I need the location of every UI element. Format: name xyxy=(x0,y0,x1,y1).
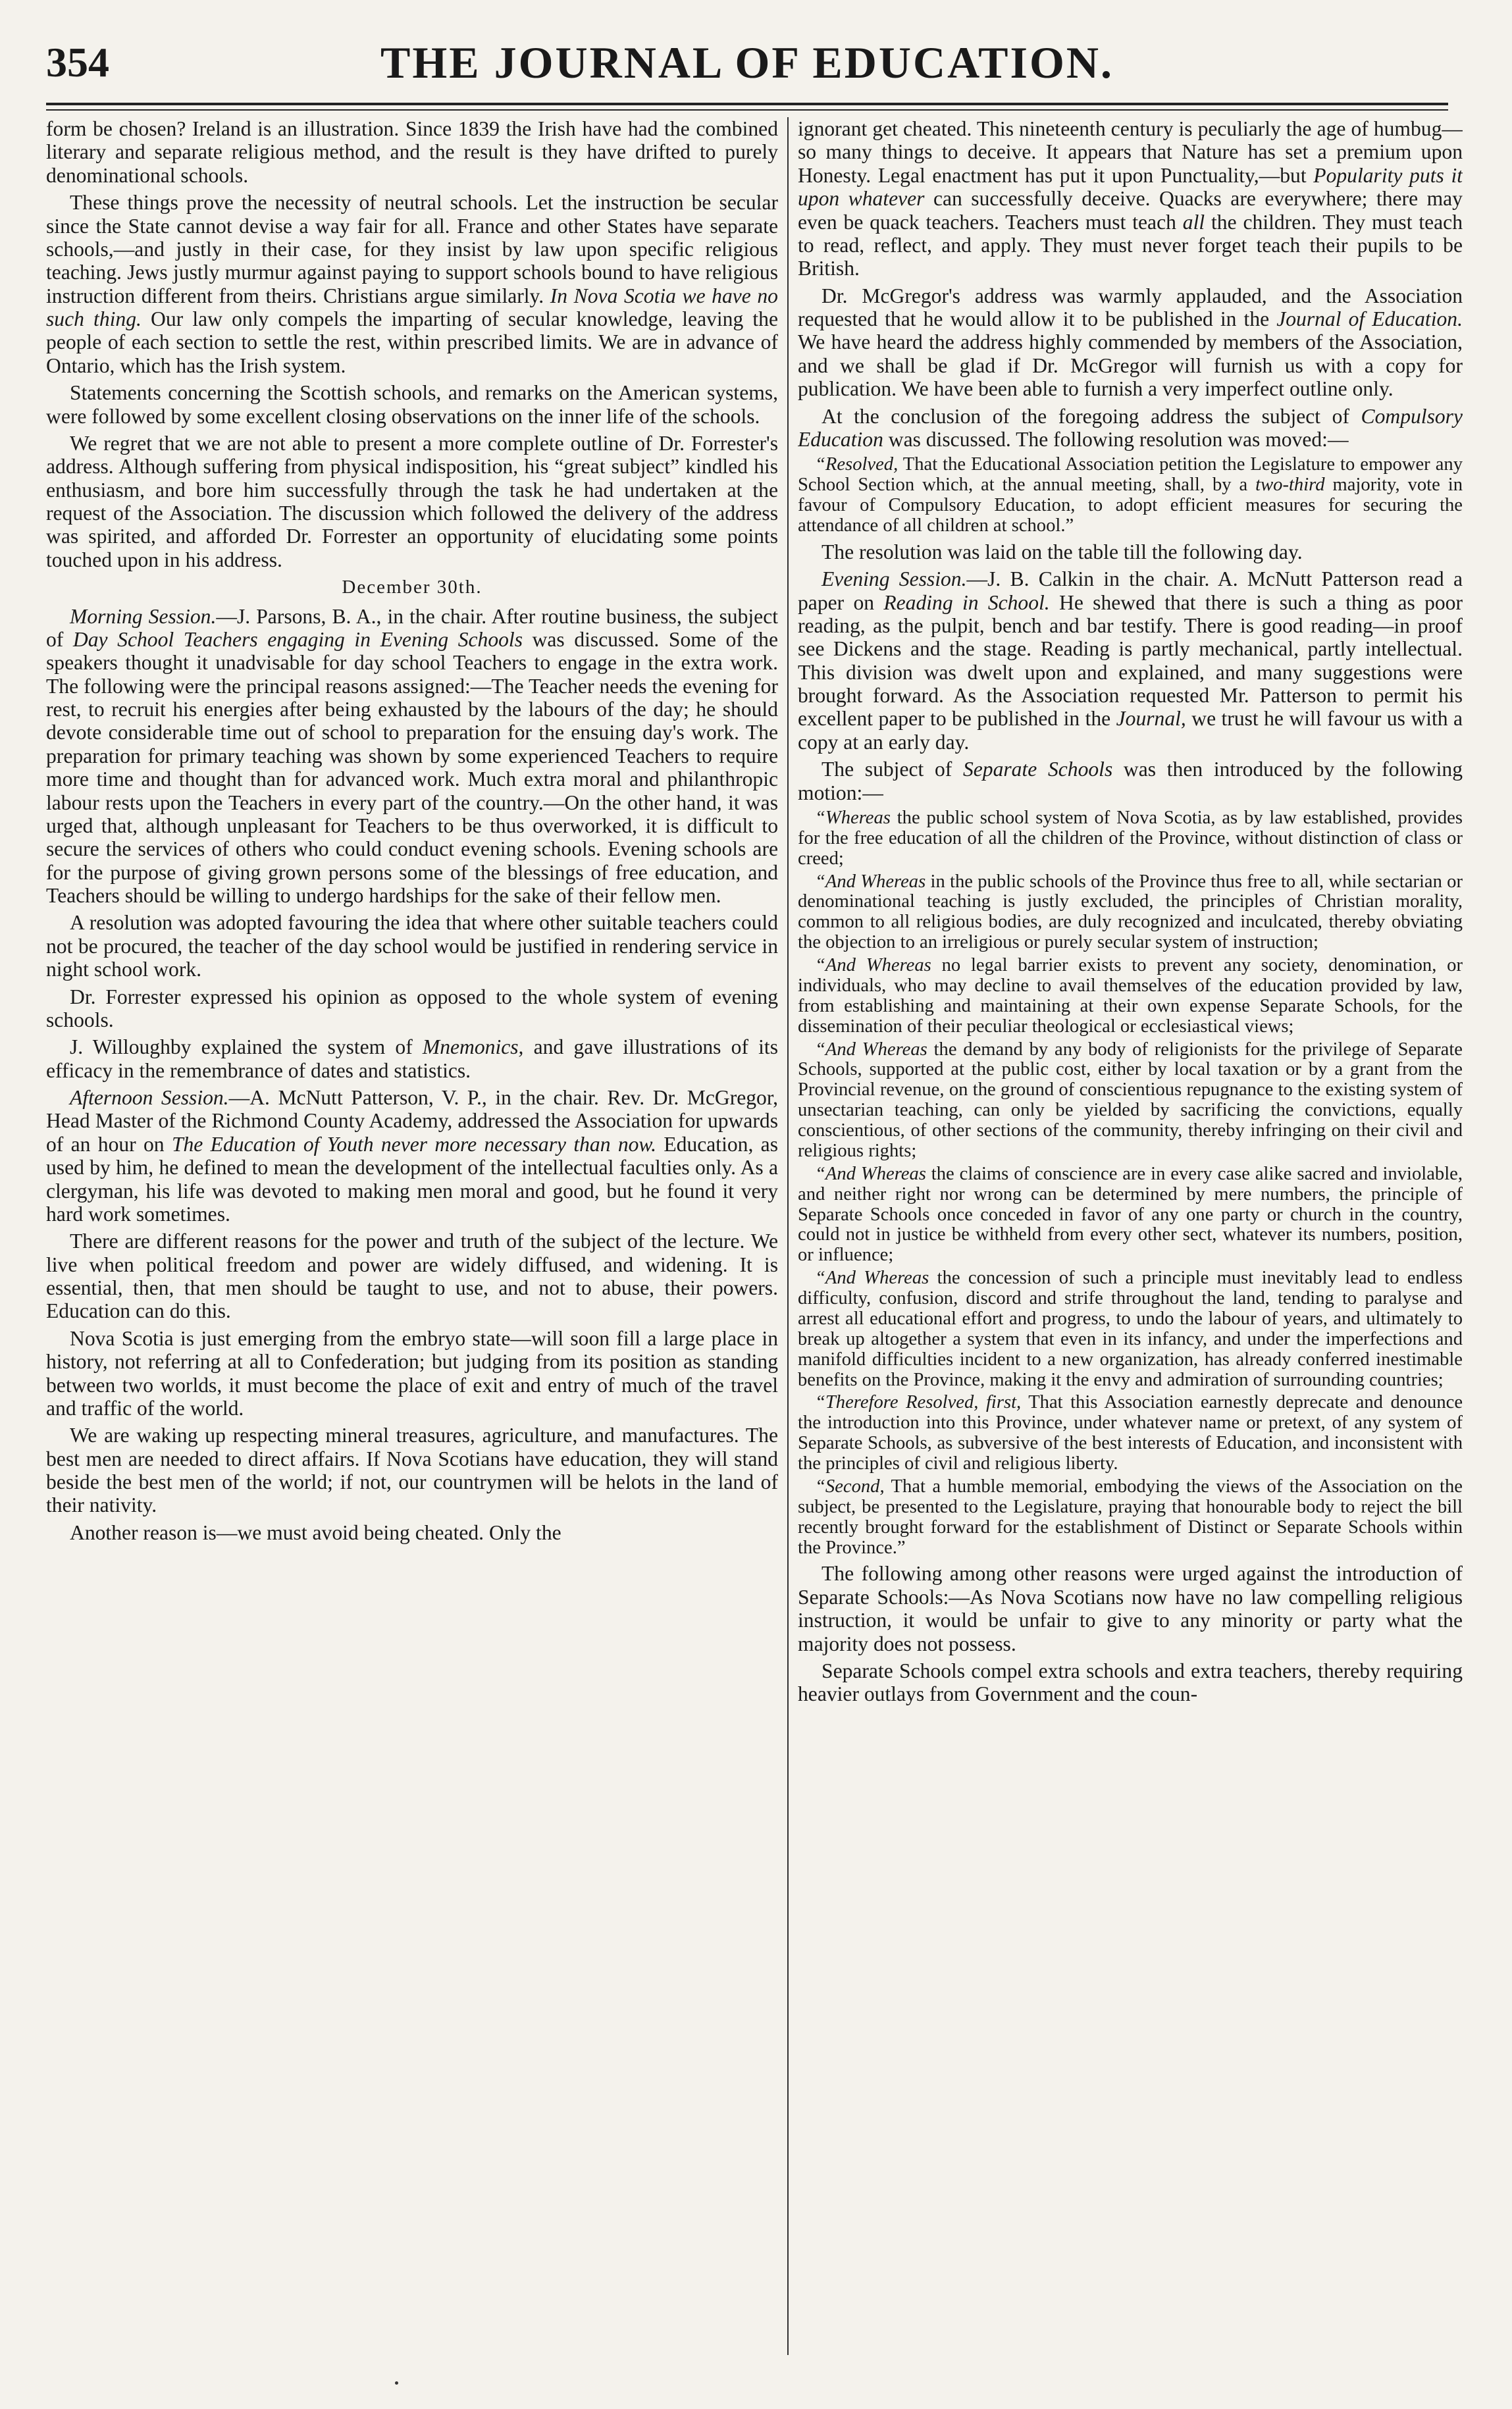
whereas-clause: “Whereas the public school system of Nova Scotia, as by law established, provides for the free education of all the children of the Province, without distinction of class or creed; xyxy=(798,807,1463,869)
left-column xyxy=(46,117,778,2362)
paragraph: Evening Session.—J. B. Calkin in the chair. A. McNutt Patterson read a paper on Reading in School. He shewed that there is such a thing as poor reading, as the pulpit, bench and bar testify. There is good reading—in proof see Dickens and the stage. Reading is partly mechanical, partly intellectual. This division was dwelt upon and explained, and many suggestions were brought forward. As the Association requested Mr. Patterson to permit his excellent paper to be published in the Journal, we trust he will favour us with a copy at an early day. xyxy=(798,567,1463,754)
paragraph: These things prove the necessity of neutral schools. Let the instruction be secular since the State cannot devise a way fair for all. France and other States have separate schools,—and justly in their case, for they insist by law upon specific religious teaching. Jews justly murmur against paying to support schools bound to have religious instruction different from theirs. Christians argue similarly. In Nova Scotia we have no such thing. Our law only compels the imparting of secular knowledge, leaving the people of each section to settle the rest, within prescribed limits. We are in advance of Ontario, which has the Irish system. xyxy=(46,191,778,377)
paragraph: form be chosen? Ireland is an illustration. Since 1839 the Irish have had the combined literary and separate religious method, and the result is they have drifted to purely denominational schools. xyxy=(46,117,778,187)
column-divider xyxy=(787,117,789,2355)
journal-title: THE JOURNAL OF EDUCATION. xyxy=(380,38,1114,88)
whereas-clause: “And Whereas the concession of such a principle must inevitably lead to endless difficulty, confusion, discord and strife throughout the land, tending to paralyse and arrest all educational effort and progress, to undo the labour of years, and ultimately to break up altogether a system that even in its infancy, and under the imperfections and manifold difficulties incident to a new organization, has already conferred inestimable benefits on the Province, making it the envy and admiration of surrounding countries; xyxy=(798,1268,1463,1390)
section-dateline: December 30th. xyxy=(342,577,482,598)
whereas-clause: “And Whereas the claims of conscience are in every case alike sacred and inviolable, and neither right nor wrong can be determined by mere numbers, the principle of Separate Schools once conceded in favor of any one party or church in the country, could not in justice be withheld from every other sect, whatever its numbers, position, or influence; xyxy=(798,1163,1463,1266)
paragraph: Statements concerning the Scottish schools, and remarks on the American systems, were followed by some excellent closing observations on the inner life of the schools. xyxy=(46,381,778,428)
resolution-text: “Resolved, That the Educational Association petition the Legislature to empower any School Section which, at the annual meeting, shall, by a two-third majority, vote in favour of Compulsory Education, to adopt efficient measures for securing the attendance of all children at school.” xyxy=(798,454,1463,536)
paragraph: Separate Schools compel extra schools and extra teachers, thereby requiring heavier outlays from Government and the coun- xyxy=(798,1659,1463,1706)
paragraph: At the conclusion of the foregoing address the subject of Compulsory Education was discussed. The following resolution was moved:— xyxy=(798,404,1463,451)
whereas-clause: “And Whereas no legal barrier exists to prevent any society, denomination, or individuals, who may decline to avail themselves of the education provided by law, from establishing and maintaining at their own expense Separate Schools, for the dissemination of their peculiar theological or ecclesiastical views; xyxy=(798,955,1463,1037)
paragraph: Afternoon Session.—A. McNutt Patterson, V. P., in the chair. Rev. Dr. McGregor, Head Master of the Richmond County Academy, addressed the Association for upwards of an hour on The Education of Youth never more necessary than now. Education, as used by him, he defined to mean the development of the intellectual faculties only. As a clergyman, his life was devoted to making men moral and good, but he found it very hard work sometimes. xyxy=(46,1086,778,1226)
ink-speck xyxy=(395,2381,398,2385)
resolution-block xyxy=(798,455,1463,536)
paragraph: We regret that we are not able to present a more complete outline of Dr. Forrester's address. Although suffering from physical indisposition, his “great subject” kindled his enthusiasm, and bore him successfully through the task he had undertaken at the request of the Association. The discussion which followed the delivery of the address was spirited, and afforded Dr. Forrester an opportunity of elucidating some points touched upon in his address. xyxy=(46,431,778,571)
page-header xyxy=(46,25,1448,111)
resolved-clause: “Second, That a humble memorial, embodying the views of the Association on the subject, be presented to the Legislature, praying that honourable body to reject the bill recently brought forward for the establishment of Distinct or Separate Schools within the Province.” xyxy=(798,1476,1463,1558)
whereas-clause: “And Whereas in the public schools of the Province thus free to all, while sectarian or denominational teaching is justly excluded, the principles of Christian morality, common to all religious bodies, are duly recognized and inculcated, thereby obviating the objection to an irreligious or purely secular system of instruction; xyxy=(798,871,1463,953)
right-column xyxy=(798,117,1463,2362)
page-number: 354 xyxy=(46,39,109,86)
paragraph: Another reason is—we must avoid being cheated. Only the xyxy=(70,1520,561,1544)
paragraph: ignorant get cheated. This nineteenth century is peculiarly the age of humbug—so many things to deceive. It appears that Nature has set a premium upon Honesty. Legal enactment has put it upon Punctuality,—but Popularity puts it upon whatever can successfully deceive. Quacks are everywhere; there may even be quack teachers. Teachers must teach all the children. They must teach to read, reflect, and apply. They must never forget teach their pupils to be British. xyxy=(798,117,1463,280)
paragraph: The subject of Separate Schools was then introduced by the following motion:— xyxy=(798,758,1463,804)
paragraph: The resolution was laid on the table till the following day. xyxy=(821,540,1303,563)
paragraph: A resolution was adopted favouring the idea that where other suitable teachers could not be procured, the teacher of the day school would be justified in rendering service in night school work. xyxy=(46,911,778,981)
paragraph: Morning Session.—J. Parsons, B. A., in the chair. After routine business, the subject of Day School Teachers engaging in Evening Schools was discussed. Some of the speakers thought it unadvisable for day school Teachers to engage in the extra work. The following were the principal reasons assigned:—The Teacher needs the evening for rest, to recruit his energies after being exhausted by the labours of the day; he should devote considerable time out of school to preparation for the ensuing day's work. The preparation for primary teaching was shown by some experienced Teachers to require more time and thought than for advanced work. Much extra moral and philanthropic labour rests upon the Teachers in every part of the country.—On the other hand, it was urged that, although unpleasant for Teachers to be thus overworked, it is difficult to secure the services of others who could conduct evening schools. Evening schools are for the purpose of giving grown persons some of the blessings of free education, and Teachers should be willing to undergo hardships for the sake of their fellow men. xyxy=(46,604,778,908)
whereas-clause: “And Whereas the demand by any body of religionists for the privilege of Separate Schools, supported at the public cost, either by local taxation or by a grant from the Provincial revenue, on the ground of conscientious repugnance to the existing system of unsectarian teaching, can only be yielded by sacrificing the convictions, equally conscientious, of other sections of the community, thereby infringing on their civil and religious rights; xyxy=(798,1039,1463,1161)
paragraph: There are different reasons for the power and truth of the subject of the lecture. We live when political freedom and power are widely diffused, and widening. It is essential, then, that men should be taught to use, and not to abuse, their powers. Education can do this. xyxy=(46,1230,778,1323)
paragraph: Nova Scotia is just emerging from the embryo state—will soon fill a large place in history, not referring at all to Confederation; but judging from its position as standing between two worlds, it must become the place of exit and entry of much of the travel and traffic of the world. xyxy=(46,1326,778,1420)
paragraph: The following among other reasons were urged against the introduction of Separate Schools:—As Nova Scotians now have no law compelling religious instruction, it would be unfair to give to any minority or party what the majority does not possess. xyxy=(798,1562,1463,1655)
header-rule-thick xyxy=(46,103,1448,105)
motion-block xyxy=(798,808,1463,1559)
resolved-clause: “Therefore Resolved, first, That this Association earnestly deprecate and denounce the introduction into this Province, under whatever name or pretext, of any system of Separate Schools, as subversive of the best interests of Education, and inconsistent with the principles of civil and religious liberty. xyxy=(798,1392,1463,1474)
paragraph: Dr. Forrester expressed his opinion as opposed to the whole system of evening schools. xyxy=(46,985,778,1031)
paragraph: We are waking up respecting mineral treasures, agriculture, and manufactures. The best men are needed to direct affairs. If Nova Scotians have education, they will stand beside the best men of the world; if not, our countrymen will be helots in the land of their nativity. xyxy=(46,1424,778,1517)
paragraph: J. Willoughby explained the system of Mnemonics, and gave illustrations of its efficacy in the remembrance of dates and statistics. xyxy=(46,1035,778,1082)
paragraph: Dr. McGregor's address was warmly applauded, and the Association requested that he would allow it to be published in the Journal of Education. We have heard the address highly commended by members of the Association, and we shall be glad if Dr. McGregor will furnish us with a copy for publication. We have been able to furnish a very imperfect outline only. xyxy=(798,284,1463,401)
header-rule-thin xyxy=(46,109,1448,111)
